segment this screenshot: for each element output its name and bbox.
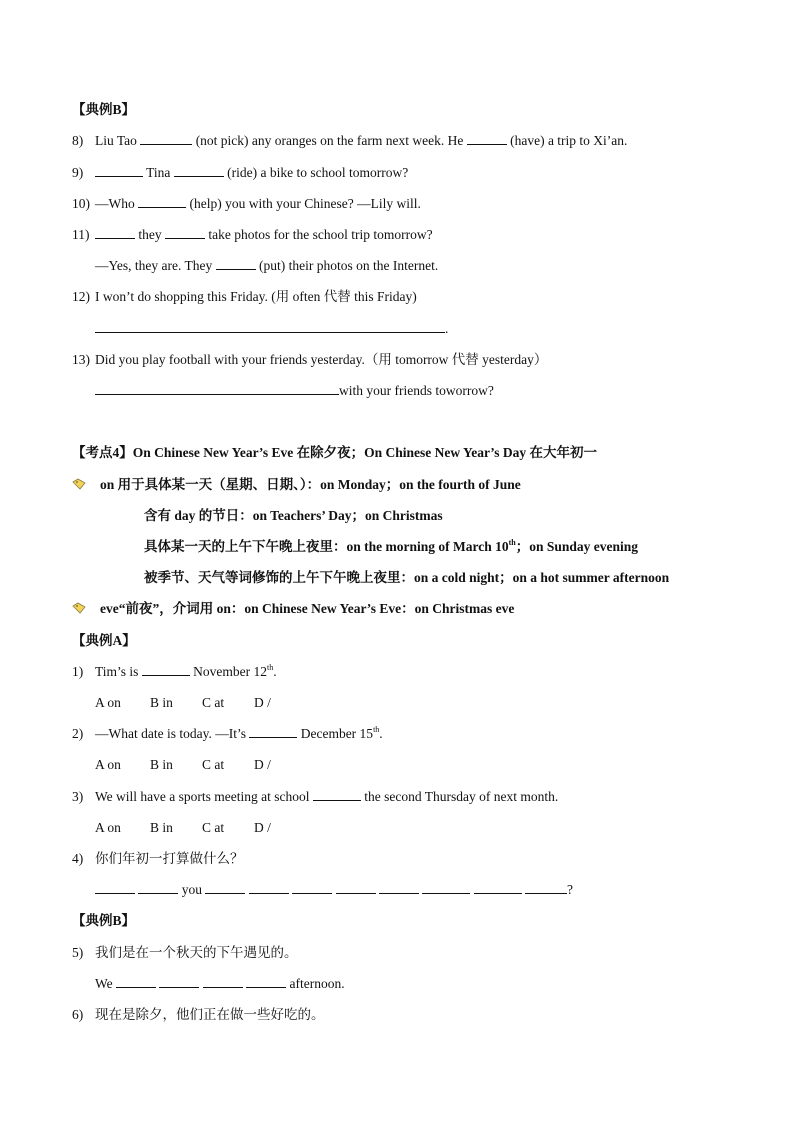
question-12-answer-line: . (95, 320, 448, 338)
kaodian-rule-3: 具体某一天的上午下午晚上夜里：on the morning of March 10th；on Sunday evening (144, 538, 639, 554)
answer-blank (95, 164, 143, 177)
question-number: 13) (72, 352, 90, 367)
answer-blank (474, 881, 522, 894)
answer-blank (246, 975, 286, 988)
option-b[interactable]: B in (150, 757, 173, 772)
option-a[interactable]: A on (95, 695, 121, 710)
choice-options (95, 694, 271, 712)
question-13-answer-line: with your friends toworrow? (95, 382, 494, 400)
answer-blank (379, 881, 419, 894)
question-5-answer-line: We afternoon. (95, 976, 345, 991)
question-number: 12) (72, 289, 90, 304)
question-11-reply: —Yes, they are. They (put) their photos on the Internet. (95, 258, 439, 273)
answer-blank (216, 257, 256, 270)
option-b[interactable]: B in (150, 820, 173, 835)
answer-blank (95, 320, 445, 333)
question-number: 6) (72, 1007, 84, 1022)
answer-blank (525, 881, 567, 894)
document-page: 【典例B】 8) Liu Tao (not pick) any oranges on the farm next week. He (have) a trip to Xi’an. 9) Tina (ride) a bike to school tomorrow? 10) —Who (help) you with your Chinese? —Lily will. 11) they take photos for the school trip tomorrow? —Yes, they are. They (put) their photos on the Internet. 12) I won’t do shopping this Friday. (用 often 代替 this Friday) . 13) Did you play football with your friends yesterday.（用 tomorrow 代替 yesterday） with your friends toworrow? 【考点4】On Chinese New Year’s Eve 在除夕夜；On Chinese New Year’s Day 在大年初一 on 用于具体某一天（星期、日期、）：on Monday；on the fourth of June 含有 day 的节日：on Teachers’ Day；on Christmas 具体某一天的上午下午晚上夜里：on the morning of March 10th；on Sunday evening 被季节、天气等词修饰的上午下午晚上夜里：on a cold night；on a hot summer afternoon eve“前夜”，介词用 on：on Chinese New Year’s Eve：on Christmas eve 【典例A】 1) Tim’s is November 12th. A on B in C at D / 2) —What date is today. —It’s December 15th. A on B in C at D / 3) We will have a sports meeting at school the second Thursday of next month. A on B in C at D / 4) 你们年初一打算做什么？ you ? 【典例B】 5) 我们是在一个秋天的下午遇见的。 We afternoon. 6) 现在是除夕，他们正在做一些好吃的。 (72, 102, 670, 1022)
answer-blank (292, 881, 332, 894)
question-number: 2) (72, 726, 84, 741)
kaodian-rule-2: 含有 day 的节日：on Teachers’ Day；on Christmas (144, 508, 443, 523)
question-4-answer-line: you ? (95, 881, 573, 899)
option-c[interactable]: C at (202, 820, 225, 835)
answer-blank (174, 164, 224, 177)
option-d[interactable]: D / (254, 695, 271, 710)
section-header-example-b-2: 【典例B】 (72, 913, 136, 928)
option-d[interactable]: D / (254, 820, 271, 835)
choice-options (95, 756, 271, 774)
question-number: 8) (72, 133, 84, 148)
answer-blank (95, 881, 135, 894)
question-number: 11) (72, 227, 90, 242)
question-number: 10) (72, 196, 90, 211)
answer-blank (249, 725, 297, 738)
kaodian-rule-4: 被季节、天气等词修饰的上午下午晚上夜里：on a cold night；on a hot summer afternoon (144, 570, 670, 585)
answer-blank (95, 226, 135, 239)
option-a[interactable]: A on (95, 820, 121, 835)
answer-blank (205, 881, 245, 894)
answer-blank (95, 382, 339, 395)
answer-blank (116, 975, 156, 988)
answer-blank (138, 881, 178, 894)
section-header-example-a: 【典例A】 (72, 633, 136, 648)
tag-icon (72, 478, 86, 490)
question-number: 1) (72, 664, 84, 679)
answer-blank (467, 132, 507, 145)
option-a[interactable]: A on (95, 757, 121, 772)
option-c[interactable]: C at (202, 695, 225, 710)
question-number: 4) (72, 851, 84, 866)
question-number: 3) (72, 789, 84, 804)
kaodian-rule-1: on 用于具体某一天（星期、日期、）：on Monday；on the fourth of June (100, 477, 521, 492)
answer-blank (140, 132, 192, 145)
question-number: 5) (72, 945, 84, 960)
option-d[interactable]: D / (254, 757, 271, 772)
answer-blank (142, 663, 190, 676)
answer-blank (313, 788, 361, 801)
answer-blank (249, 881, 289, 894)
kaodian-4-title: 【考点4】On Chinese New Year’s Eve 在除夕夜；On Chinese New Year’s Day 在大年初一 (72, 445, 597, 460)
answer-blank (159, 975, 199, 988)
option-c[interactable]: C at (202, 757, 225, 772)
section-header-example-b: 【典例B】 (72, 102, 136, 117)
option-b[interactable]: B in (150, 695, 173, 710)
answer-blank (203, 975, 243, 988)
answer-blank (336, 881, 376, 894)
answer-blank (422, 881, 470, 894)
choice-options (95, 819, 271, 837)
question-number: 9) (72, 165, 84, 180)
tag-icon (72, 602, 86, 614)
kaodian-rule-5: eve“前夜”，介词用 on：on Chinese New Year’s Eve：on Christmas eve (100, 601, 515, 616)
answer-blank (165, 226, 205, 239)
answer-blank (138, 195, 186, 208)
